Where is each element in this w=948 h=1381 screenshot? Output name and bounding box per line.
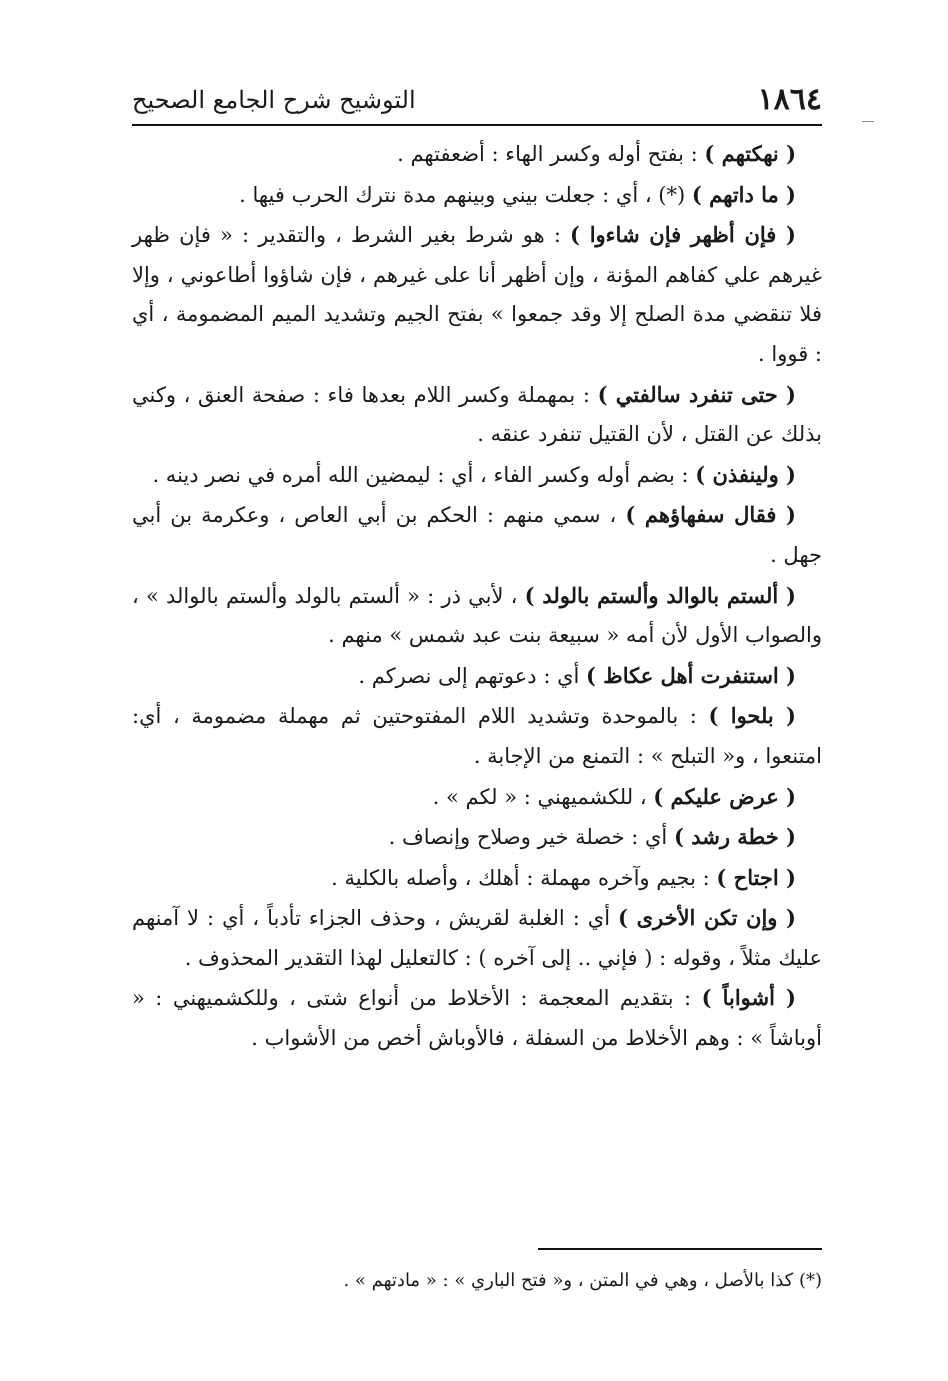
entry-khuttat-rushd	[132, 817, 822, 858]
entry-alastum	[132, 576, 822, 656]
commentary-body	[132, 134, 822, 1059]
entry-lemma: ( نهكتهم )	[704, 141, 796, 166]
entry-text: أي : الغلبة لقريش ، وحذف الجزاء تأدباً ، أي : لا آمنهم عليك مثلاً ، وقوله : ( فإني .. إلى آخره ) : كالتعليل لهذا التقدير المحذوف .	[132, 906, 822, 970]
entry-lemma: ( عرض عليكم )	[653, 783, 796, 809]
entry-ashwaban	[132, 978, 822, 1058]
entry-lemma: ( ولينفذن )	[695, 461, 796, 487]
entry-text: أي : دعوتهم إلى نصركم .	[358, 663, 587, 688]
page-header	[132, 80, 822, 126]
entry-salifati	[132, 375, 822, 455]
margin-mark	[862, 121, 874, 122]
entry-text: : بتقديم المعجمة : الأخلاط من أنواع شتى ، وللكشميهني : « أوباشاً » : وهم الأخلاط من السفلة ، فالأوباش أخص من الأشواب .	[132, 986, 822, 1051]
entry-madatuhum	[132, 175, 822, 216]
entry-al-ukhra	[132, 898, 822, 978]
entry-ijtaha	[132, 858, 822, 899]
entry-lemma: ( استنفرت أهل عكاظ )	[586, 662, 796, 688]
entry-text: : بجيم وآخره مهملة : أهلك ، وأصله بالكلية .	[331, 865, 717, 890]
entry-lemma: ( ما داتهم )	[691, 181, 796, 207]
entry-lemma: ( فقال سفهاؤهم )	[625, 502, 796, 528]
entry-text: : هو شرط بغير الشرط ، والتقدير : « فإن ظهر غيرهم علي كفاهم المؤنة ، وإن أظهر أنا على غيرهم ، فإن شاؤوا أطاعوني ، وإلا فلا تنقضي مدة الصلح إلا وقد جمعوا » بفتح الجيم وتشديد الميم المضمومة ، أي : قووا .	[132, 223, 822, 366]
entry-lemma: ( اجتاح )	[716, 864, 796, 890]
entry-text: : بفتح أوله وكسر الهاء : أضعفتهم .	[397, 142, 705, 166]
footnote-text: كذا بالأصل ، وهي في المتن ، و« فتح الباري » : « مادتهم » .	[343, 1270, 799, 1291]
entry-text: ، لأبي ذر : « ألستم بالولد وألستم بالوالد » ، والصواب الأول لأن أمه « سبيعة بنت عبد شمس » منهم .	[132, 583, 822, 648]
entry-lemma: ( أشواباً )	[701, 985, 796, 1011]
entry-istanfartu	[132, 656, 822, 697]
page-number: ١٨٦٤	[757, 82, 822, 117]
entry-text: ، للكشميهني : « لكم » .	[432, 784, 654, 809]
entry-arada-alaykum	[132, 777, 822, 818]
entry-lemma: ( وإن تكن الأخرى )	[618, 905, 796, 931]
entry-sufahauhum	[132, 495, 822, 575]
footnote	[132, 1266, 822, 1296]
entry-nahakathum	[132, 134, 822, 175]
entry-lemma: ( فإن أظهر فإن شاءوا )	[570, 222, 796, 248]
entry-lemma: ( حتى تنفرد سالفتي )	[597, 381, 796, 407]
entry-text: أي : خصلة خير وصلاح وإنصاف .	[388, 825, 674, 850]
entry-ballahu	[132, 696, 822, 776]
running-title: التوشيح شرح الجامع الصحيح	[132, 86, 416, 114]
entry-lemma: ( بلحوا )	[708, 703, 796, 729]
entry-lemma: ( خطة رشد )	[673, 824, 796, 850]
footnote-marker: (*)	[798, 1270, 822, 1291]
entry-text: : بمهملة وكسر اللام بعدها فاء : صفحة العنق ، وكني بذلك عن القتل ، لأن القتيل تنفرد عنقه .	[132, 382, 822, 447]
entry-text: (*) ، أي : جعلت بيني وبينهم مدة نترك الحرب فيها .	[239, 182, 692, 207]
entry-text: : بضم أوله وكسر الفاء ، أي : ليمضين الله أمره في نصر دينه .	[152, 462, 696, 487]
entry-lemma: ( ألستم بالوالد وألستم بالولد )	[524, 582, 796, 608]
entry-text: : بالموحدة وتشديد اللام المفتوحتين ثم مهملة مضمومة ، أي: امتنعوا ، و« التبلح » : التمنع من الإجابة .	[132, 704, 822, 768]
entry-layunfidhanna	[132, 455, 822, 496]
entry-text: ، سمي منهم : الحكم بن أبي العاص ، وعكرمة بن أبي جهل .	[132, 503, 822, 567]
footnote-rule	[538, 1248, 822, 1250]
entry-fain-azhar	[132, 215, 822, 374]
